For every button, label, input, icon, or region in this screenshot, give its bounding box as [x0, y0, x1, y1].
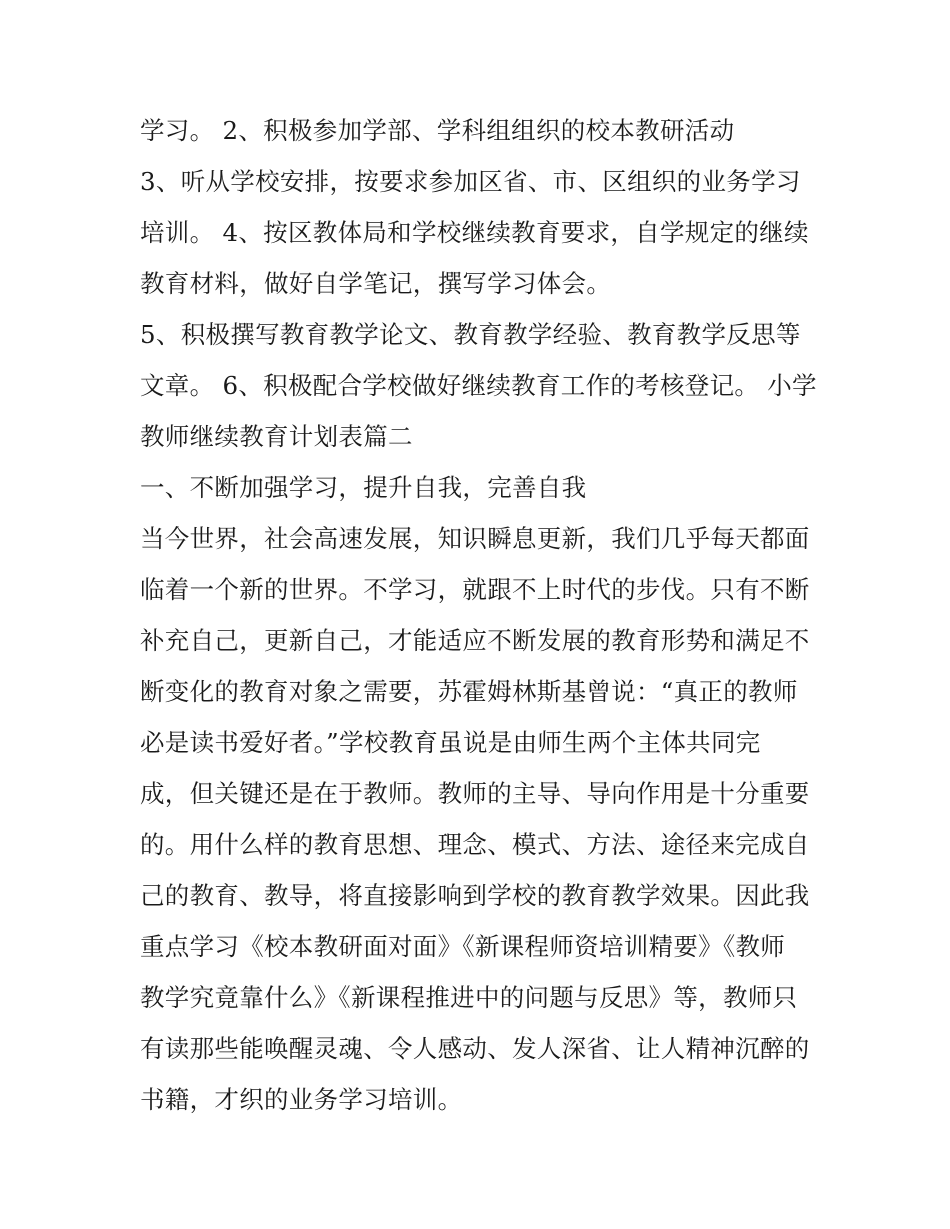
section-title: 教师继续教育计划表篇二	[140, 422, 413, 451]
text-line: 补充自己，更新自己，才能适应不断发展的教育形势和满足不	[140, 626, 810, 655]
text-line: 重点学习《校本教研面对面》《新课程师资培训精要》《教师	[140, 932, 786, 961]
text-line: 当今世界，社会高速发展，知识瞬息更新，我们几乎每天都面	[140, 524, 810, 553]
text-line: 3、听从学校安排，按要求参加区省、市、区组织的业务学习	[140, 167, 801, 196]
document-body	[140, 105, 820, 1125]
text-line: 必是读书爱好者。”学校教育虽说是由师生两个主体共同完	[140, 728, 761, 757]
text-line: 教学究竟靠什么》《新课程推进中的问题与反思》等，教师只	[140, 983, 798, 1012]
text-line: 培训。 4、按区教体局和学校继续教育要求，自学规定的继续	[140, 218, 809, 247]
text-line: 有读那些能唤醒灵魂、令人感动、发人深省、让人精神沉醉的	[140, 1034, 810, 1063]
text-line: 的。用什么样的教育思想、理念、模式、方法、途径来完成自	[140, 830, 810, 859]
text-line: 己的教育、教导，将直接影响到学校的教育教学效果。因此我	[140, 881, 810, 910]
text-line: 教育材料，做好自学笔记，撰写学习体会。	[140, 269, 612, 298]
text-line: 临着一个新的世界。不学习，就跟不上时代的步伐。只有不断	[140, 575, 810, 604]
text-line: 书籍，才织的业务学习培训。	[140, 1085, 463, 1114]
section-heading: 一、不断加强学习，提升自我，完善自我	[140, 473, 587, 502]
text-line: 成，但关键还是在于教师。教师的主导、导向作用是十分重要	[140, 779, 810, 808]
text-line: 5、积极撰写教育教学论文、教育教学经验、教育教学反思等	[140, 320, 801, 349]
text-line: 学习。 2、积极参加学部、学科组组织的校本教研活动	[140, 116, 735, 145]
text-line: 文章。 6、积极配合学校做好继续教育工作的考核登记。 小学	[140, 371, 817, 400]
text-line: 断变化的教育对象之需要，苏霍姆林斯基曾说：“真正的教师	[140, 677, 798, 706]
